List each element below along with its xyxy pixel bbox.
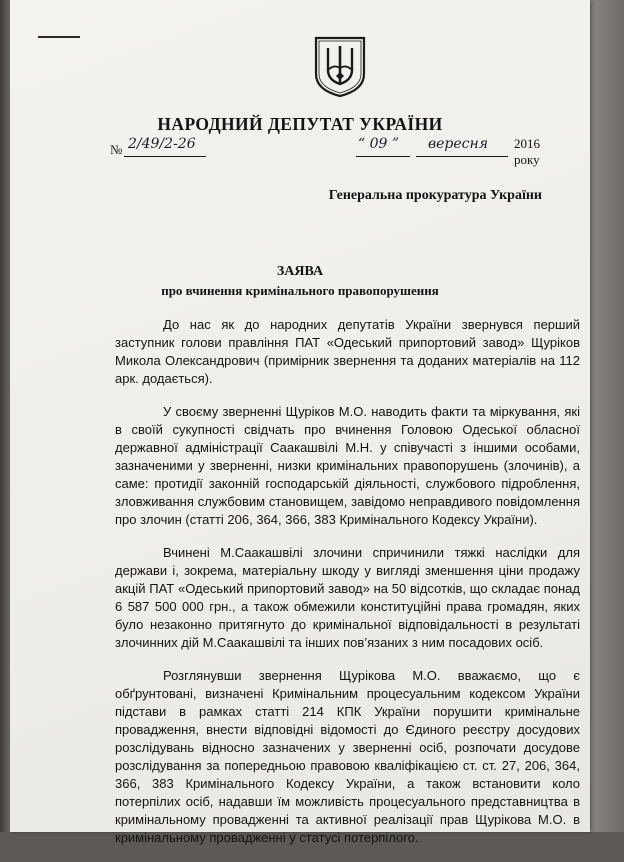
registration-month: вересня: [428, 136, 489, 152]
desk-surface-left: [0, 0, 10, 832]
body-paragraph-1: До нас як до народних депутатів України звернувся перший заступник голови правління ПАТ «Одеський припортовий завод» Щуріков Микола Олександрович (примірник звернення та доданих матеріалів на 112 арк. додається).: [115, 317, 580, 386]
body-paragraph-3: Вчинені М.Саакашвілі злочини спричинили тяжкі наслідки для держави і, зокрема, матеріальну шкоду у вигляді зменшення ціни продажу акцій ПАТ «Одеський припортовий завод» на 50 відсотків, що складає понад 6 587 500 000 грн., а також обмежили конституційні права громадян, яких було незаконно притягнуто до кримінальної відповідальності в результаті злочинних дій М.Саакашвілі та інших пов’язаних з ним посадових осіб.: [115, 545, 580, 650]
day-underline: [356, 156, 410, 157]
number-underline: [124, 156, 206, 157]
registration-year: 2016 року: [514, 136, 540, 167]
registration-day: “ 09 ”: [358, 136, 400, 152]
addressee: Генеральна прокуратура України: [328, 188, 542, 203]
registration-number: 2/49/2-26: [128, 136, 196, 152]
desk-surface-right: [590, 0, 624, 832]
letterhead-title: НАРОДНИЙ ДЕПУТАТ УКРАЇНИ: [157, 114, 443, 134]
body-paragraph-4: Розглянувши звернення Щурікова М.О. вважаємо, що є обґрунтовані, визначені Кримінальним процесуальним кодексом України підстави в рамках статті 214 КПК України порушити кримінальне провадження, внести відповідні відомості до Єдиного реєстру досудових розслідувань відносно зазначених у зверненні осіб, розпочати досудове розслідування за попередньою правовою кваліфікацією ст. ст. 27, 206, 364, 366, 383 Кримінального Кодексу України, а також встановити коло потерпілих осіб, надавши їм можливість процесуального представництва в кримінальному провадженні та активної реалізації прав Щурікова М.О. в кримінальному провадженні у статусі потерпілого.: [115, 668, 580, 845]
corner-mark: [38, 36, 80, 38]
document-body: [115, 316, 580, 862]
document-subheading: про вчинення кримінального правопорушення: [161, 283, 439, 298]
tryzub-coat-of-arms-icon: [310, 34, 370, 98]
document-heading: ЗАЯВА: [276, 264, 324, 279]
registration-line: [110, 136, 566, 167]
month-underline: [416, 156, 508, 157]
body-paragraph-2: У своєму зверненні Щуріков М.О. наводить факти та міркування, які в своїй сукупності свідчать про вчинення Головою Одеської обласної державної адміністрації Саакашвілі М.Н. у співучасті з іншими особами, зазначеними у зверненні, низки кримінальних правопорушень (злочинів), а саме: протидії законній господарській діяльності, службового підроблення, зловживання службовим становищем, завідомо неправдивого повідомлення про злочин (статті 206, 364, 366, 383 Кримінального Кодексу України).: [115, 404, 580, 527]
document-page: [10, 0, 590, 845]
registration-number-label: №: [110, 142, 123, 157]
